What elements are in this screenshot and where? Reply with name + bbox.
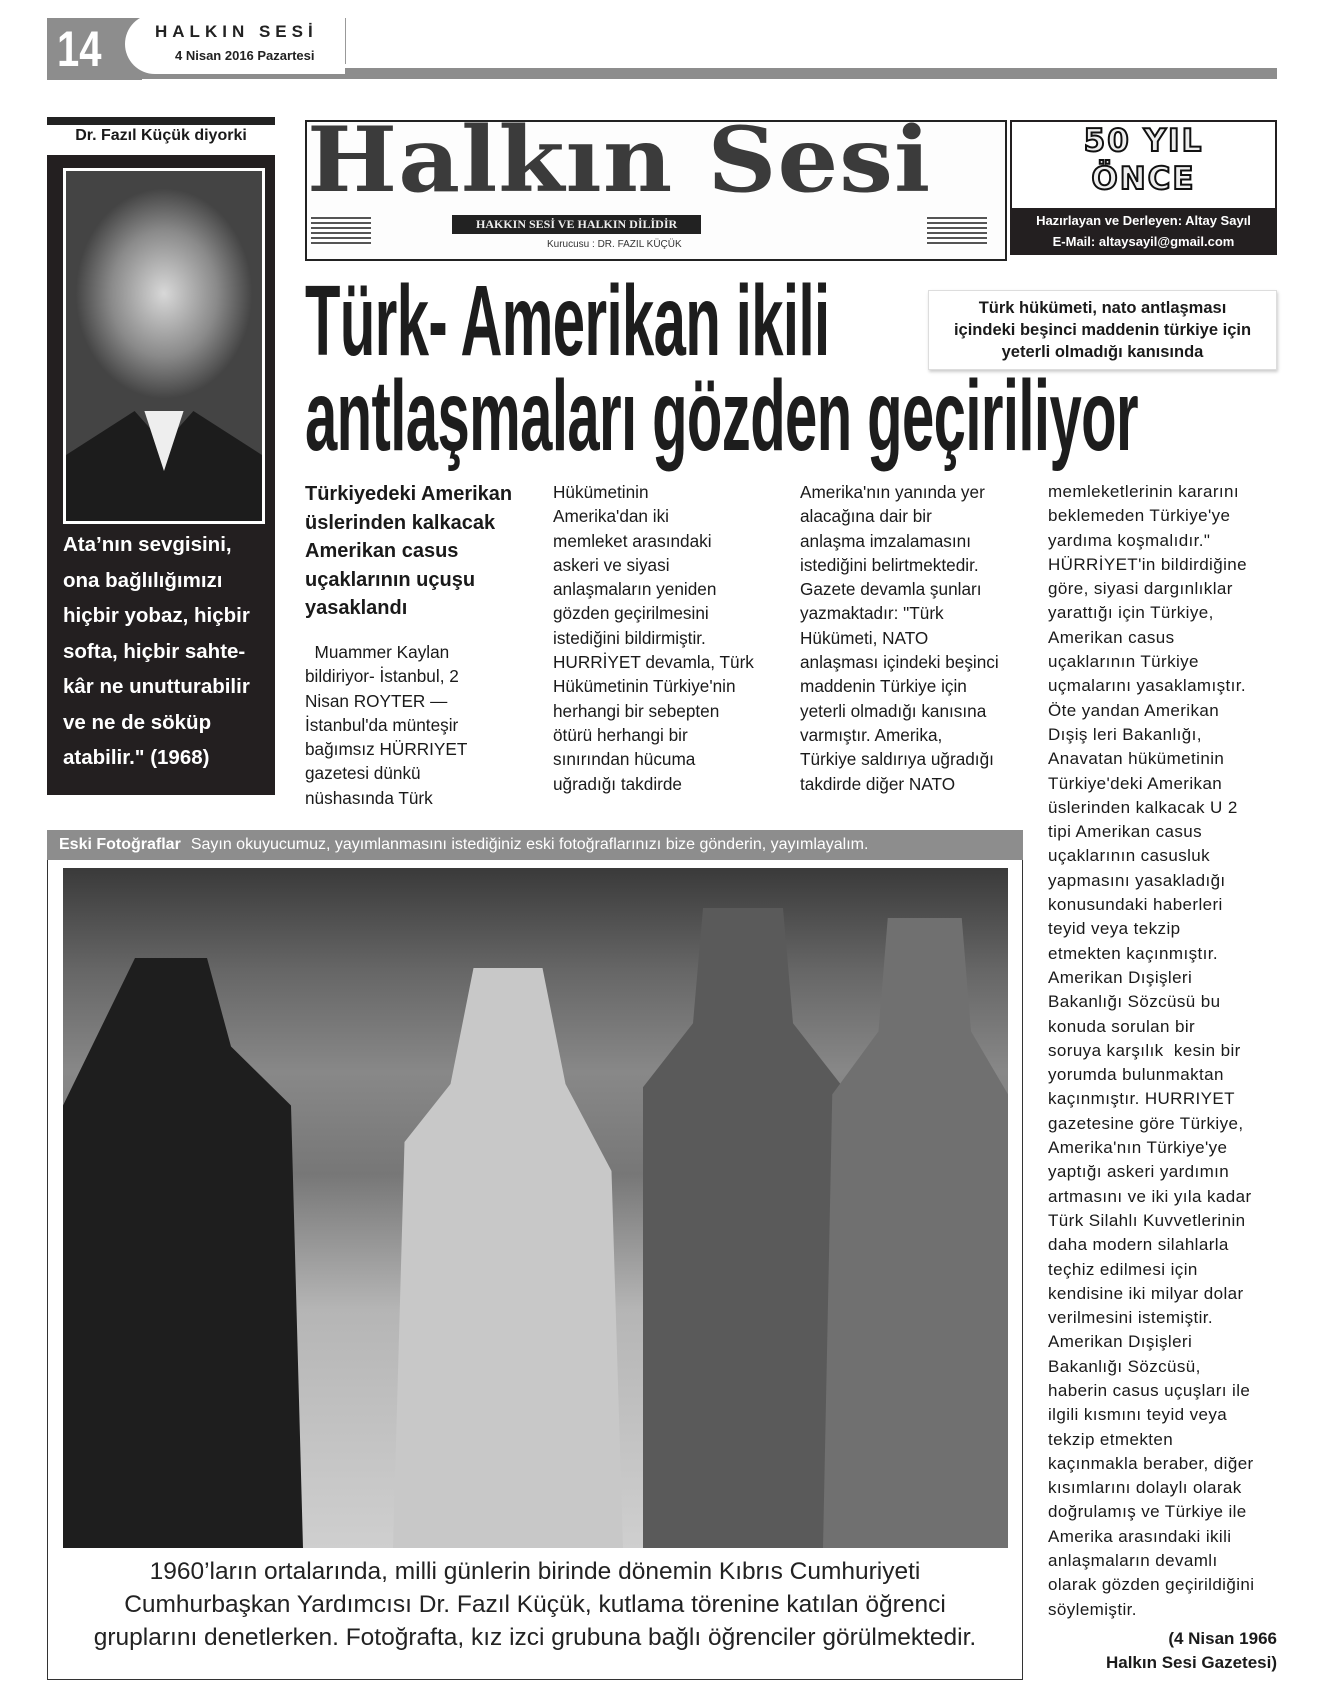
subhead-line: Türkiyedeki Amerikan [305,483,513,505]
text-line: Amerikan Dışişleri [1048,967,1193,987]
quote-line: atabilir." (1968) [63,746,210,769]
text-line: yarattığı için Türkiye, [1048,603,1214,623]
text-line: ilgili kısmını teyid veya [1048,1405,1228,1425]
sidebar-rule [47,117,275,125]
text-line: anlaşma imzalamasını [800,530,971,551]
text-line: maddenin Türkiye için [800,676,967,697]
text-line: Hükümetinin [553,482,649,502]
text-line: Hükümeti, NATO [800,627,929,648]
text-line: sınırından hücuma [553,749,696,770]
text-line: tipi Amerikan casus [1048,822,1203,842]
text-line: uçaklarının casusluk [1048,846,1211,866]
text-line: etmekten kaçınmıştır. [1048,943,1218,963]
quote-line: Ata’nın sevgisini, [63,533,232,556]
text-line: uçaklarının Türkiye [1048,652,1199,672]
text-line: tekzip etmekten [1048,1429,1174,1449]
deck-line: yeterli olmadığı kanısında [1001,343,1204,361]
masthead-slogan: HAKKIN SESİ VE HALKIN DİLİDİR [452,215,701,234]
text-line: ötürü herhangi bir [553,724,688,745]
masthead-founder: Kurucusu : DR. FAZIL KÜÇÜK [547,239,682,250]
text-line: söylemiştir. [1048,1599,1137,1619]
subhead-line: yasaklandı [305,597,408,619]
photo-section-text: Sayın okuyucumuz, yayımlanmasını istediğiniz eski fotoğraflarınızı bize gönderin, yayımlayalım. [190,836,869,853]
caption-line: gruplarını denetlerken. Fotoğrafta, kız izci grubuna bağlı öğrenciler görülmektedir. [93,1624,977,1651]
text-line: uçmalarını yasaklamıştır. [1048,676,1247,696]
subhead-line: Amerikan casus [305,540,459,562]
text-line: daha modern silahlarla [1048,1235,1229,1255]
text-line: istediğini belirtmektedir. [800,554,979,575]
feature-logo: 50 YIL ÖNCE [1012,122,1275,208]
text-line: Türkiye'deki Amerikan [1048,773,1223,793]
quote-line: kâr ne unutturabilir [63,675,250,698]
text-line: anlaşmaların yeniden [553,579,717,600]
text-line: yazmaktadır: "Türk [800,603,944,624]
text-line: teçhiz edilmesi için [1048,1259,1198,1279]
headline-line-2: antlaşmaları gözden geçiriliyor [305,360,1138,472]
text-line: İstanbul'da münteşir [305,714,459,735]
issue-date: 4 Nisan 2016 Pazartesi [175,48,315,63]
text-line: beklemeden Türkiye'ye [1048,506,1231,526]
text-line: Amerika'dan iki [553,506,669,527]
text-line: üslerinden kalkacak U 2 [1048,797,1238,817]
masthead-image [305,120,1007,261]
text-line: Bakanlığı Sözcüsü bu [1048,992,1221,1012]
photo-caption [47,1555,1023,1654]
text-line: soruya karşılık kesin bir [1048,1040,1241,1060]
text-line: Anavatan hükümetinin [1048,749,1225,769]
header-divider [345,18,346,64]
article-column-3 [800,480,999,796]
article-column-2 [553,480,754,796]
deck-line: içindeki beşinci maddenin türkiye için [953,321,1252,339]
text-line: teyid veya tekzip [1048,919,1181,939]
sidebar-quote [63,527,268,776]
headline-deck [928,290,1277,370]
text-line: Dışiş leri Bakanlığı, [1048,724,1202,744]
subhead-line: üslerinden kalkacak [305,511,496,534]
subhead-line: uçaklarının uçuşu [305,568,476,591]
text-line: memleket arasındaki [553,530,712,551]
quote-line: ona bağlılığımızı [63,568,223,592]
text-line: Türkiye saldırıya uğradığı [800,749,994,770]
masthead-title: Halkın Sesi [307,120,932,213]
text-line: Gazete devamla şunları [800,579,982,600]
text-line: olarak gözden geçirildiğini [1048,1575,1255,1595]
text-line: konusundaki haberleri [1048,895,1223,915]
text-line: kısımlarını dolaylı olarak [1048,1478,1242,1498]
quote-line: ve ne de söküp [63,710,212,734]
text-line: Hükümetinin Türkiye'nin [553,676,736,697]
text-line: Amerika'nın yanında yer [800,482,985,502]
text-line: yardıma koşmalıdır." [1048,530,1211,550]
text-line: gözden geçirilmesini [553,603,709,624]
feature-email: E-Mail: altaysayil@gmail.com [1052,234,1235,249]
text-line: yapmasını yasakladığı [1048,870,1226,890]
text-line: Türk Silahlı Kuvvetlerinin [1048,1210,1246,1230]
text-line: varmıştır. Amerika, [800,724,943,745]
text-line: memleketlerinin kararını [1048,482,1239,501]
text-line: alacağına dair bir [800,506,932,527]
text-line: uğradığı takdirde [553,773,682,794]
text-line: göre, siyasi dargınlıklar [1048,579,1233,599]
quote-line: softa, hiçbir sahte- [63,639,246,663]
text-line: artmasını ve iki yıla kadar [1048,1186,1252,1206]
text-line: Amerikan casus [1048,627,1175,647]
text-line: kaçınmakla beraber, diğer [1048,1453,1254,1473]
headline-line-1: Türk- Amerikan ikili [305,265,830,377]
feature-author: Hazırlayan ve Derleyen: Altay Sayıl [1036,213,1251,228]
page-number: 14 [47,18,142,80]
deck-line: Türk hükümeti, nato antlaşması [978,299,1227,317]
text-line: verilmesini istemiştir. [1048,1308,1214,1328]
text-line: askeri ve siyasi [553,554,670,575]
feature-badge [1010,120,1277,255]
sidebar-title: Dr. Fazıl Küçük diyorki [75,127,247,144]
text-line: bağımsız HÜRRIYET [305,739,468,760]
portrait-photo [63,168,265,524]
text-line: HÜRRİYET'in bildirdiğine [1048,554,1247,574]
article-subhead [305,480,512,623]
text-line: Amerika arasındaki ikili [1048,1526,1232,1546]
caption-line: 1960’ların ortalarında, milli günlerin birinde dönemin Kıbrıs Cumhuriyeti [149,1558,921,1585]
text-line: anlaşmaların devamlı [1048,1551,1218,1571]
historic-photo [63,868,1008,1548]
text-line: HURRİYET devamla, Türk [553,652,754,673]
text-line: herhangi bir sebepten [553,700,720,721]
text-line: Amerikan Dışişleri [1048,1332,1193,1352]
text-line: anlaşması içindeki beşinci [800,652,999,673]
text-line: istediğini bildirmiştir. [553,627,706,648]
paper-name: HALKIN SESİ [155,22,318,41]
text-line: Bakanlığı Sözcüsü, [1048,1356,1201,1376]
article-source: (4 Nisan 1966 Halkın Sesi Gazetesi) [1105,1629,1277,1672]
text-line: Öte yandan Amerikan [1048,700,1220,720]
text-line: gazetesi dünkü [305,763,421,784]
text-line: nüshasında Türk [305,787,433,808]
article-column-1 [305,640,467,810]
text-line: yorumda bulunmaktan [1048,1065,1224,1085]
text-line: Nisan ROYTER — [305,690,448,711]
quote-line: hiçbir yobaz, hiçbir [63,604,250,627]
text-line: bildiriyor- İstanbul, 2 [305,666,459,687]
text-line: kaçınmıştır. HURRIYET [1048,1089,1235,1109]
text-line: kendisine iki milyar dolar [1048,1283,1244,1303]
photo-section-bar [47,830,1023,860]
text-line: Muammer Kaylan [305,642,450,662]
text-line: haberin casus uçuşları ile [1048,1380,1251,1400]
text-line: konuda sorulan bir [1048,1016,1196,1036]
caption-line: Cumhurbaşkan Yardımcısı Dr. Fazıl Küçük, kutlama törenine katılan öğrenci [124,1591,946,1618]
photo-section-label: Eski Fotoğraflar [59,836,181,853]
text-line: takdirde diğer NATO [800,773,956,794]
text-line: yeterli olmadığı kanısına [800,700,987,721]
text-line: Amerika'nın Türkiye'ye [1048,1138,1228,1158]
text-line: doğrulamış ve Türkiye ile [1048,1502,1247,1522]
text-line: gazetesine göre Türkiye, [1048,1113,1244,1133]
article-column-4 [1048,480,1254,1622]
text-line: yaptığı askeri yardımın [1048,1162,1230,1182]
